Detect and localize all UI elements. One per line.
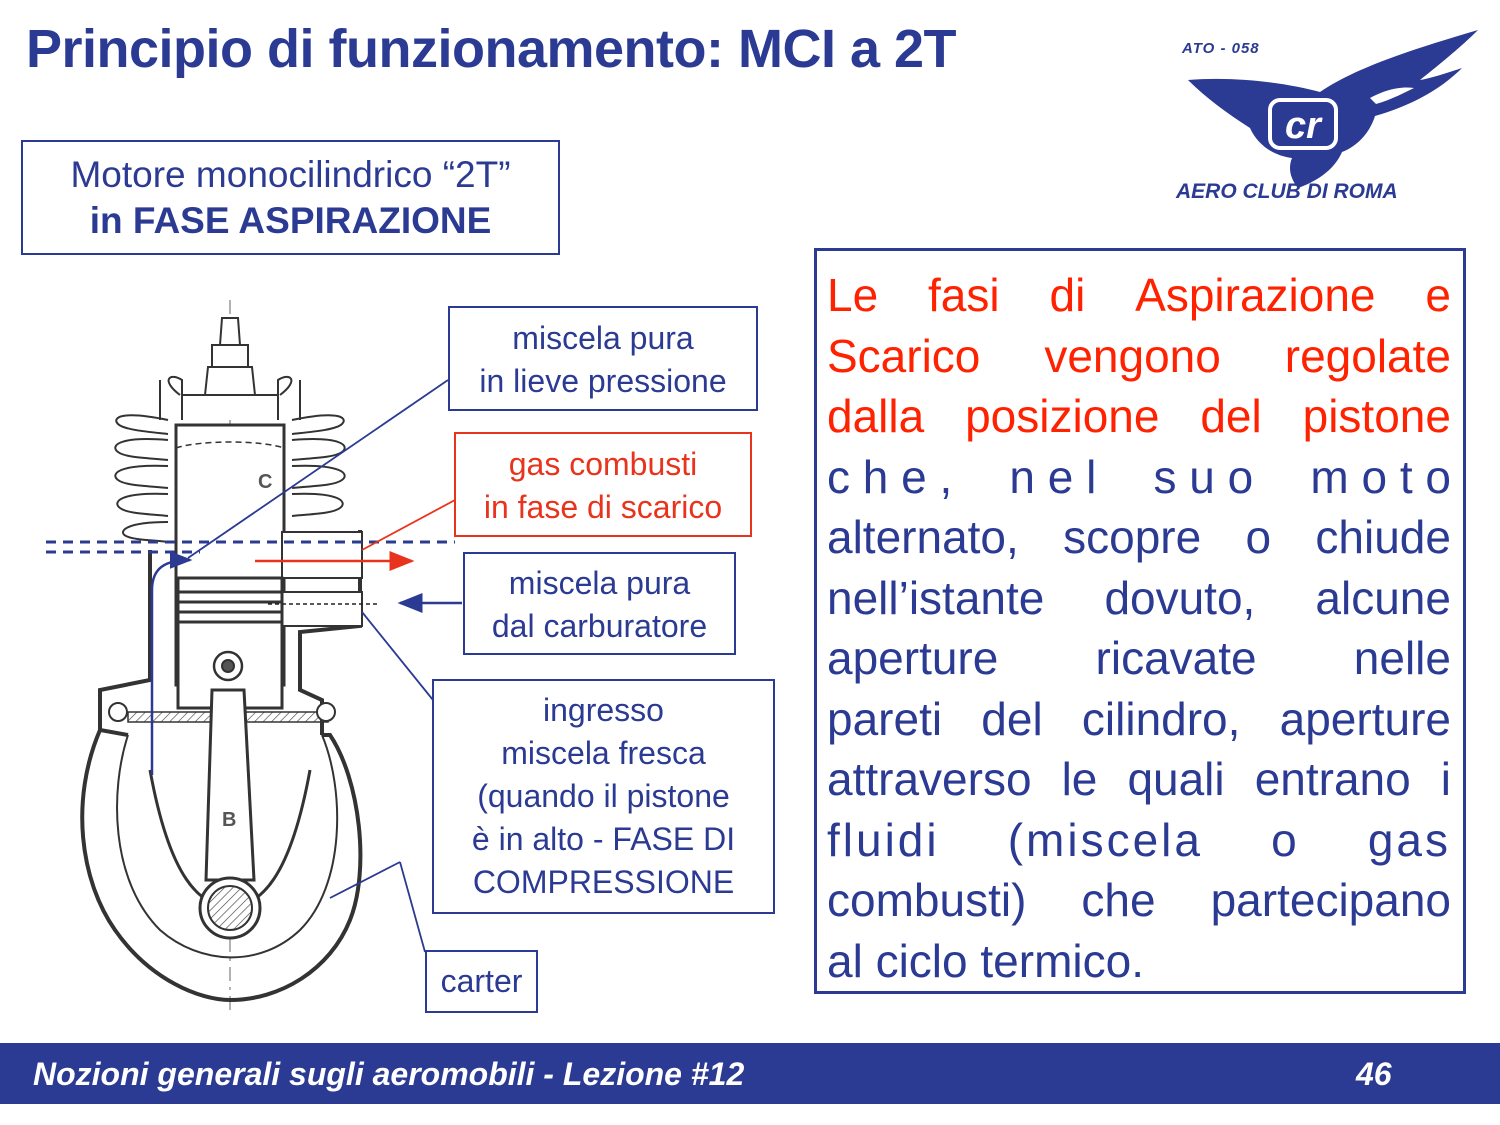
word: Le [827,269,879,321]
label-line: miscela pura [512,320,694,356]
label-ingresso-miscela [432,679,775,914]
word: alternato, [827,511,1019,563]
explanation-line [827,628,1451,689]
page-title: Principio di funzionamento: MCI a 2T [26,19,957,79]
label-miscela-pressione [448,306,758,411]
word: entrano [1254,753,1411,805]
word: n e l [1009,450,1097,503]
explanation-line [827,689,1451,750]
label-line: miscela fresca [501,735,706,771]
explanation-line [827,749,1451,810]
word: nelle [1353,632,1451,684]
label-line: (quando il pistone [477,778,730,814]
word: fluidi [827,813,940,866]
word: nell’istante [827,571,1045,624]
word: o [1271,813,1300,866]
word: chiude [1315,511,1451,563]
explanation-line [827,507,1451,568]
word: aperture [1279,692,1451,745]
explanation-line [827,810,1451,871]
word: s u o [1153,450,1254,503]
label-line: è in alto - FASE DI [471,821,736,857]
word: alcune [1315,571,1451,624]
word: di [1049,269,1086,321]
word: posizione [965,390,1160,442]
word: gas [1367,813,1451,866]
explanation-line [827,447,1451,508]
word: e [1425,269,1451,321]
word: ricavate [1095,632,1257,684]
label-miscela-carburatore [463,552,736,655]
word: Aspirazione [1135,269,1376,321]
explanation-box [814,248,1466,994]
logo-code: ATO - 058 [1182,40,1260,57]
phase-title-line2: in FASE ASPIRAZIONE [89,200,492,241]
word: (miscela [1007,813,1203,866]
explanation-line [827,568,1451,629]
svg-text:cr: cr [1285,105,1321,147]
phase-title-line1: Motore monocilindrico “2T” [70,154,511,195]
word: pistone [1302,390,1451,442]
word: m o t o [1310,450,1451,503]
engine-drawing [82,300,362,1010]
word: c h e , [827,450,953,503]
word: le [1061,753,1098,805]
cooling-fins-right [278,377,345,516]
label-line: carter [440,963,523,999]
explanation-line [827,870,1451,931]
word: partecipano [1210,874,1451,926]
word: vengono [1044,329,1221,382]
word: che [1081,874,1156,926]
label-gas-combusti [454,432,752,537]
label-line: in fase di scarico [483,489,723,525]
label-line: ingresso [543,692,664,728]
word: Scarico [827,329,981,382]
word: scopre [1063,511,1202,563]
label-line: dal carburatore [491,608,708,644]
word: i [1440,753,1451,805]
part-label-b: B [222,809,237,831]
label-line: gas combusti [508,446,698,482]
logo-name: AERO CLUB DI ROMA [1176,180,1398,203]
word: regolate [1284,329,1451,382]
word: del [981,692,1043,745]
word: cilindro, [1081,692,1241,745]
word: aperture [827,632,999,684]
word: al ciclo termico. [827,934,1144,987]
cooling-fins-left [115,377,182,542]
phase-title-box [21,140,560,255]
footer-text: Nozioni generali sugli aeromobili - Lezione #12 [33,1056,745,1092]
part-label-c: C [258,471,273,493]
word: pareti [827,692,943,745]
explanation-line [827,386,1451,447]
word: attraverso [827,753,1032,805]
word: quali [1127,753,1225,805]
word: dalla [827,390,925,442]
label-line: COMPRESSIONE [472,864,735,900]
word: o [1245,511,1272,563]
label-line: miscela pura [508,565,691,601]
word: dovuto, [1104,571,1256,624]
explanation-line [827,326,1451,387]
word: del [1200,390,1262,442]
label-carter [425,950,538,1013]
page-number: 46 [1356,1056,1392,1092]
word: combusti) [827,874,1027,926]
label-line: in lieve pressione [479,363,727,399]
explanation-line [827,265,1451,326]
explanation-line [827,931,1451,992]
word: fasi [928,269,1000,321]
